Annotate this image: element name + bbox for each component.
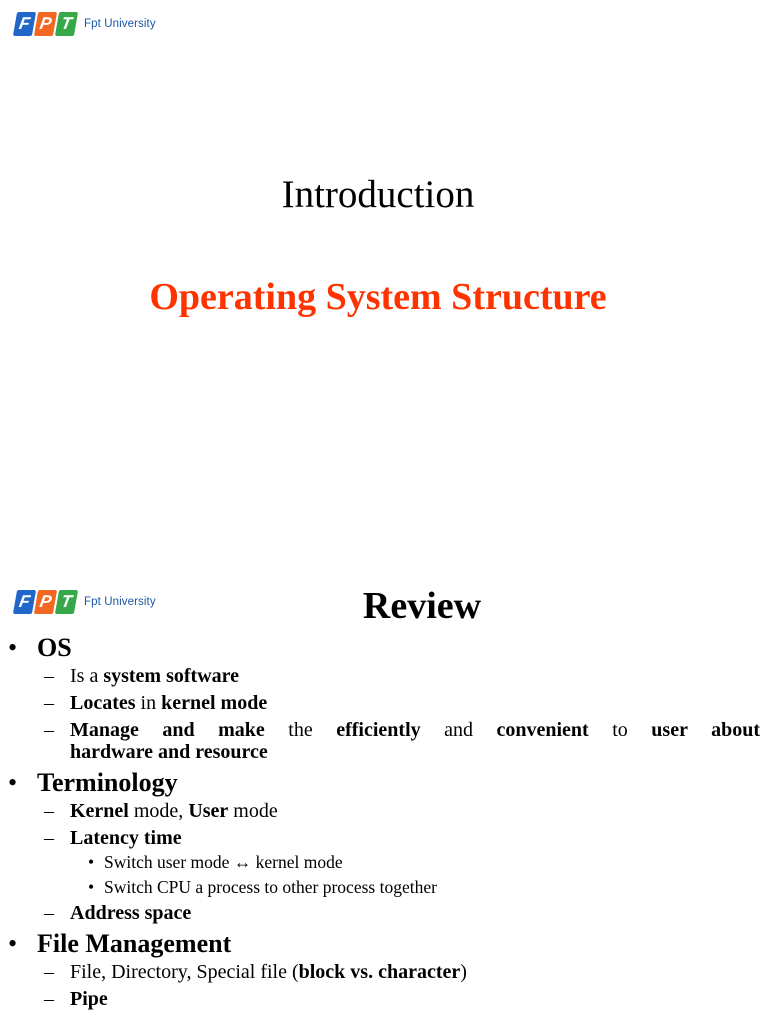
sub-bullet-symbol: • bbox=[88, 877, 95, 897]
bullet-os bbox=[0, 633, 760, 663]
review-slide bbox=[0, 576, 768, 1024]
text: ) bbox=[460, 961, 467, 983]
slide-heading: Introduction bbox=[281, 173, 475, 216]
text: in bbox=[135, 692, 162, 714]
bullet-symbol: • bbox=[8, 633, 18, 662]
terminology-item-modes bbox=[0, 800, 760, 822]
text: File, Directory, Special file ( bbox=[70, 961, 299, 983]
bullet-file-management bbox=[0, 929, 760, 959]
text-bold: User bbox=[188, 800, 229, 822]
logo-tile-t: T bbox=[55, 590, 78, 614]
bullet-label: Terminology bbox=[37, 768, 178, 797]
text: and bbox=[420, 719, 497, 741]
os-item-system-software bbox=[0, 665, 760, 687]
fpt-logo bbox=[15, 12, 156, 36]
bullet-symbol: • bbox=[8, 768, 18, 797]
dash-symbol: – bbox=[44, 800, 54, 822]
file-item-pipe bbox=[0, 988, 760, 1010]
bullet-terminology bbox=[0, 768, 760, 798]
dash-symbol: – bbox=[44, 988, 54, 1010]
logo-tile-t: T bbox=[55, 12, 78, 36]
dash-symbol: – bbox=[44, 665, 54, 687]
text-bold: system software bbox=[103, 665, 240, 687]
text-bold: Address space bbox=[70, 902, 192, 924]
bullet-symbol: • bbox=[8, 929, 18, 958]
text-bold: convenient bbox=[496, 719, 589, 741]
text-bold: Locates bbox=[70, 692, 136, 714]
text-bold: kernel mode bbox=[161, 692, 268, 714]
text-bold: Pipe bbox=[70, 988, 108, 1010]
latency-sub-switch-mode bbox=[0, 851, 760, 873]
text: the bbox=[264, 719, 337, 741]
logo-tile-f: F bbox=[13, 12, 36, 36]
terminology-item-latency bbox=[0, 827, 760, 849]
latency-sub-switch-cpu bbox=[0, 876, 760, 898]
slide-title: Review bbox=[362, 585, 482, 627]
dash-symbol: – bbox=[44, 902, 54, 924]
text-bold: Manage and make bbox=[70, 719, 265, 741]
os-item-kernel-mode bbox=[0, 692, 760, 714]
logo-university-name: Fpt University bbox=[84, 596, 156, 608]
os-item-manage bbox=[0, 719, 760, 763]
text: Is a bbox=[70, 665, 104, 687]
text-bold: user about bbox=[651, 719, 760, 741]
text-bold: block vs. character bbox=[298, 961, 461, 983]
fpt-logo-mark bbox=[15, 12, 78, 36]
bullet-label: OS bbox=[37, 633, 72, 662]
text-bold: hardware and resource bbox=[70, 741, 268, 763]
logo-university-name: Fpt University bbox=[84, 18, 156, 30]
bullet-label: File Management bbox=[37, 929, 232, 958]
dash-symbol: – bbox=[44, 692, 54, 714]
dash-symbol: – bbox=[44, 719, 54, 741]
file-item-types bbox=[0, 961, 760, 983]
logo-tile-f: F bbox=[13, 590, 36, 614]
dash-symbol: – bbox=[44, 961, 54, 983]
text: Switch CPU a process to other process together bbox=[104, 877, 437, 897]
text-bold: Kernel bbox=[70, 800, 129, 822]
text: Switch user mode ↔ kernel mode bbox=[104, 852, 343, 872]
terminology-item-address-space bbox=[0, 902, 760, 924]
text-bold: efficiently bbox=[336, 719, 421, 741]
logo-tile-p: P bbox=[34, 590, 57, 614]
logo-tile-p: P bbox=[34, 12, 57, 36]
text: mode, bbox=[128, 800, 189, 822]
bullet-list bbox=[0, 633, 760, 1015]
dash-symbol: – bbox=[44, 827, 54, 849]
text: mode bbox=[228, 800, 278, 822]
text: to bbox=[588, 719, 652, 741]
os-item-manage-line1 bbox=[70, 719, 760, 741]
text-bold: Latency time bbox=[70, 827, 182, 849]
sub-bullet-symbol: • bbox=[88, 852, 95, 872]
slide-subheading: Operating System Structure bbox=[149, 276, 607, 318]
